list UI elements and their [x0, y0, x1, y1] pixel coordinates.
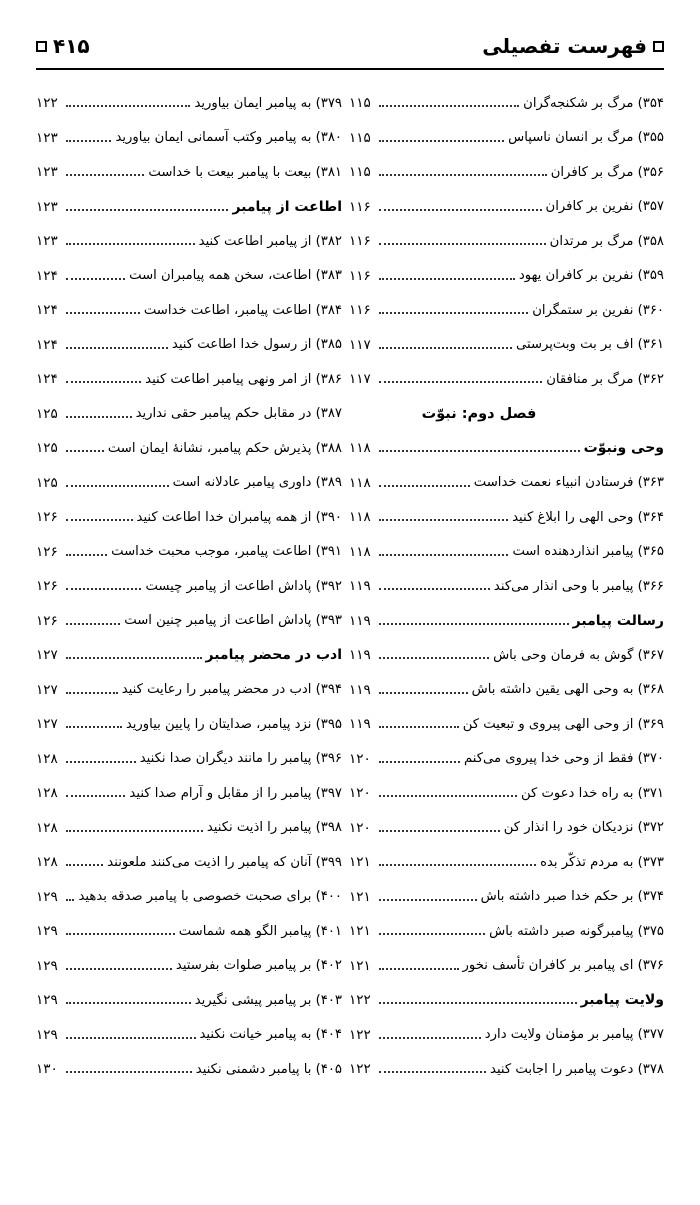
dot-leader — [379, 899, 477, 901]
entry-page-number: ۱۲۱ — [349, 888, 371, 905]
entry-page-number: ۱۲۵ — [36, 474, 58, 491]
entry-title: ۳۵۷) نفرین بر کافران — [545, 199, 664, 215]
dot-leader — [66, 519, 133, 521]
dot-leader — [66, 1071, 192, 1073]
toc-entry — [36, 328, 342, 363]
toc-entry — [36, 880, 342, 915]
entry-page-number: ۱۲۹ — [36, 957, 58, 974]
toc-entry — [349, 190, 664, 225]
entry-title: ۳۸۶) از امر ونهی پیامبر اطاعت کنید — [145, 371, 342, 387]
section-heading: وحی ونبوّت — [583, 440, 664, 457]
dot-leader — [379, 450, 580, 452]
section-heading: ولایت پیامبر — [580, 992, 664, 1009]
entry-title: ۴۰۳) بر پیامبر پیشی نگیرید — [194, 992, 342, 1008]
dot-leader — [379, 761, 460, 763]
entry-title: ۳۷۷) پیامبر بر مؤمنان ولایت دارد — [484, 1027, 664, 1043]
entry-title: ۳۷۵) پیامبرگونه صبر داشته باش — [489, 923, 664, 939]
toc-entry — [36, 914, 342, 949]
entry-page-number: ۱۲۳ — [36, 233, 58, 250]
toc-entry — [36, 259, 342, 294]
toc-entry — [36, 638, 342, 673]
dot-leader — [66, 726, 122, 728]
entry-page-number: ۱۱۹ — [349, 716, 371, 733]
entry-page-number: ۱۲۷ — [36, 716, 58, 733]
dot-leader — [379, 1002, 577, 1004]
entry-page-number: ۱۱۸ — [349, 440, 371, 457]
entry-title: ۳۵۵) مرگ بر انسان ناسپاس — [508, 130, 664, 146]
entry-title: ۳۷۱) به راه خدا دعوت کن — [520, 785, 664, 801]
entry-page-number: ۱۱۸ — [349, 474, 371, 491]
entry-page-number: ۱۲۰ — [349, 785, 371, 802]
entry-page-number: ۱۲۰ — [349, 750, 371, 767]
dot-leader — [66, 968, 172, 970]
entry-page-number: ۱۲۶ — [36, 612, 58, 629]
dot-leader — [379, 105, 519, 107]
dot-leader — [66, 416, 132, 418]
dot-leader — [66, 1002, 191, 1004]
toc-entry — [36, 190, 342, 225]
entry-page-number: ۱۲۶ — [36, 543, 58, 560]
dot-leader — [379, 243, 546, 245]
entry-title: ۳۸۵) از رسول خدا اطاعت کنید — [171, 337, 342, 353]
dot-leader — [379, 657, 489, 659]
toc-entry — [349, 983, 664, 1018]
header-title-group — [482, 34, 664, 58]
entry-title: ۳۶۹) از وحی الهی پیروی و تبعیت کن — [462, 716, 664, 732]
dot-leader — [66, 554, 107, 556]
entry-title: ۳۹۱) اطاعت پیامبر، موجب محبت خداست — [111, 544, 342, 560]
dot-leader — [379, 588, 490, 590]
entry-page-number: ۱۲۳ — [36, 198, 58, 215]
entry-title: ۳۷۸) دعوت پیامبر را اجابت کنید — [490, 1061, 664, 1077]
entry-page-number: ۱۲۹ — [36, 888, 58, 905]
toc-entry — [36, 155, 342, 190]
entry-page-number: ۱۱۶ — [349, 267, 371, 284]
entry-title: ۳۵۸) مرگ بر مرتدان — [549, 233, 664, 249]
dot-leader — [66, 830, 203, 832]
entry-page-number: ۱۲۸ — [36, 785, 58, 802]
toc-entry — [349, 328, 664, 363]
toc-entry — [36, 845, 342, 880]
entry-page-number: ۱۲۷ — [36, 681, 58, 698]
toc-entry — [349, 259, 664, 294]
entry-title: ۳۶۱) اف بر بت وبت‌پرستی — [515, 337, 664, 353]
toc-entry — [349, 604, 664, 639]
entry-page-number: ۱۲۹ — [36, 1026, 58, 1043]
entry-page-number: ۱۲۲ — [36, 95, 58, 112]
toc-entry — [36, 673, 342, 708]
toc-entry — [349, 569, 664, 604]
dot-leader — [379, 519, 508, 521]
toc-column-left — [36, 86, 342, 1087]
entry-page-number: ۱۱۹ — [349, 681, 371, 698]
entry-page-number: ۱۱۵ — [349, 129, 371, 146]
dot-leader — [66, 588, 141, 590]
toc-entry — [36, 811, 342, 846]
entry-title: ۴۰۴) به پیامبر خیانت نکنید — [199, 1027, 342, 1043]
dot-leader — [379, 278, 515, 280]
dot-leader — [66, 657, 202, 659]
dot-leader — [66, 795, 125, 797]
entry-title: ۳۸۰) به پیامبر وکتب آسمانی ایمان بیاورید — [115, 130, 342, 146]
dot-leader — [379, 485, 470, 487]
entry-title: ۳۵۶) مرگ بر کافران — [550, 164, 664, 180]
dot-leader — [379, 312, 528, 314]
entry-title: ۳۷۹) به پیامبر ایمان بیاورید — [194, 95, 342, 111]
entry-title: ۳۹۳) پاداش اطاعت از پیامبر چنین است — [124, 613, 342, 629]
entry-title: ۳۸۷) در مقابل حکم پیامبر حقی ندارید — [135, 406, 342, 422]
dot-leader — [379, 140, 504, 142]
toc-entry — [36, 983, 342, 1018]
toc-entry — [36, 1018, 342, 1053]
entry-title: ۳۹۵) نزد پیامبر، صدایتان را پایین بیاورید — [125, 716, 342, 732]
entry-page-number: ۱۱۶ — [349, 198, 371, 215]
dot-leader — [66, 381, 141, 383]
entry-page-number: ۱۱۹ — [349, 647, 371, 664]
page-number: ۴۱۵ — [53, 34, 90, 58]
entry-title: ۳۹۹) آنان که پیامبر را اذیت می‌کنند ملعونند — [107, 854, 342, 870]
entry-title: ۴۰۱) پیامبر الگو همه شماست — [178, 923, 342, 939]
toc-entry — [349, 155, 664, 190]
toc-entry — [349, 707, 664, 742]
entry-page-number: ۱۲۹ — [36, 923, 58, 940]
entry-page-number: ۱۲۴ — [36, 302, 58, 319]
dot-leader — [379, 381, 542, 383]
dot-leader — [66, 899, 74, 901]
toc-entry — [349, 742, 664, 777]
dot-leader — [66, 209, 228, 211]
dot-leader — [66, 1037, 196, 1039]
entry-page-number: ۱۲۴ — [36, 336, 58, 353]
toc-entry — [349, 638, 664, 673]
entry-title: ۳۷۳) به مردم تذکّر بده — [540, 854, 664, 870]
dot-leader — [66, 623, 120, 625]
section-heading: ادب در محضر پیامبر — [205, 647, 342, 664]
toc-entry — [349, 466, 664, 501]
dot-leader — [66, 864, 103, 866]
entry-page-number: ۱۱۸ — [349, 543, 371, 560]
entry-title: ۳۹۶) پیامبر را مانند دیگران صدا نکنید — [139, 751, 342, 767]
section-heading: رسالت پیامبر — [572, 612, 664, 629]
dot-leader — [66, 243, 195, 245]
entry-page-number: ۱۱۶ — [349, 233, 371, 250]
dot-leader — [379, 209, 542, 211]
entry-page-number: ۱۲۳ — [36, 164, 58, 181]
toc-entry — [349, 845, 664, 880]
toc-entry — [349, 500, 664, 535]
dot-leader — [66, 485, 169, 487]
entry-title: ۴۰۵) با پیامبر دشمنی نکنید — [195, 1061, 342, 1077]
page-header — [36, 28, 664, 68]
entry-page-number: ۱۳۰ — [36, 1061, 58, 1078]
entry-page-number: ۱۲۸ — [36, 750, 58, 767]
toc-entry — [349, 431, 664, 466]
toc-entry — [36, 431, 342, 466]
toc-entry — [36, 397, 342, 432]
dot-leader — [66, 140, 111, 142]
toc-entry — [349, 362, 664, 397]
dot-leader — [66, 692, 118, 694]
toc-entry — [349, 224, 664, 259]
entry-page-number: ۱۱۹ — [349, 612, 371, 629]
entry-title: ۴۰۲) بر پیامبر صلوات بفرستید — [175, 958, 342, 974]
entry-page-number: ۱۱۷ — [349, 336, 371, 353]
entry-page-number: ۱۲۹ — [36, 992, 58, 1009]
entry-page-number: ۱۱۵ — [349, 95, 371, 112]
entry-page-number: ۱۲۶ — [36, 578, 58, 595]
entry-page-number: ۱۲۰ — [349, 819, 371, 836]
toc-entry — [36, 86, 342, 121]
dot-leader — [66, 174, 144, 176]
toc-entry — [349, 949, 664, 984]
entry-title: ۳۷۲) نزدیکان خود را انذار کن — [503, 820, 664, 836]
toc-entry — [36, 535, 342, 570]
toc-entry — [349, 811, 664, 846]
entry-page-number: ۱۲۱ — [349, 957, 371, 974]
entry-page-number: ۱۱۸ — [349, 509, 371, 526]
entry-title: ۴۰۰) برای صحبت خصوصی با پیامبر صدقه بدهید — [78, 889, 342, 905]
dot-leader — [379, 1037, 481, 1039]
toc-entry — [349, 776, 664, 811]
dot-leader — [66, 312, 140, 314]
toc-entry — [36, 776, 342, 811]
entry-page-number: ۱۲۸ — [36, 854, 58, 871]
entry-title: ۳۶۸) به وحی الهی یقین داشته باش — [471, 682, 664, 698]
dot-leader — [379, 968, 459, 970]
entry-page-number: ۱۲۱ — [349, 923, 371, 940]
entry-title: ۳۶۰) نفرین بر ستمگران — [532, 302, 664, 318]
header-divider — [36, 68, 664, 70]
toc-entry — [349, 86, 664, 121]
dot-leader — [66, 450, 104, 452]
entry-title: ۳۷۰) فقط از وحی خدا پیروی می‌کنم — [463, 751, 664, 767]
dot-leader — [379, 554, 508, 556]
toc-entry — [36, 121, 342, 156]
toc-entry — [36, 569, 342, 604]
entry-page-number: ۱۱۶ — [349, 302, 371, 319]
entry-title: ۳۸۲) از پیامبر اطاعت کنید — [198, 233, 342, 249]
toc-entry — [349, 293, 664, 328]
entry-title: ۳۶۴) وحی الهی را ابلاغ کنید — [512, 509, 664, 525]
dot-leader — [379, 830, 500, 832]
entry-title: ۳۷۶) ای پیامبر بر کافران تأسف نخور — [462, 958, 664, 974]
dot-leader — [379, 933, 485, 935]
toc-entry — [349, 535, 664, 570]
dot-leader — [379, 174, 547, 176]
toc-entry — [36, 466, 342, 501]
entry-page-number: ۱۱۷ — [349, 371, 371, 388]
entry-page-number: ۱۲۵ — [36, 405, 58, 422]
entry-title: ۳۹۷) پیامبر را از مقابل و آرام صدا کنید — [129, 785, 342, 801]
dot-leader — [66, 105, 190, 107]
entry-title: ۳۵۴) مرگ بر شکنجه‌گران — [523, 95, 664, 111]
entry-page-number: ۱۲۲ — [349, 1026, 371, 1043]
toc-entry — [36, 293, 342, 328]
entry-page-number: ۱۲۴ — [36, 267, 58, 284]
entry-page-number: ۱۲۵ — [36, 440, 58, 457]
entry-page-number: ۱۲۱ — [349, 854, 371, 871]
entry-title: ۳۹۲) پاداش اطاعت از پیامبر چیست — [145, 578, 342, 594]
entry-page-number: ۱۲۲ — [349, 1061, 371, 1078]
entry-title: ۳۸۸) پذیرش حکم پیامبر، نشانهٔ ایمان است — [107, 440, 342, 456]
entry-page-number: ۱۱۵ — [349, 164, 371, 181]
entry-page-number: ۱۱۹ — [349, 578, 371, 595]
dot-leader — [66, 761, 136, 763]
entry-title: ۳۸۱) بیعت با پیامبر بیعت با خداست — [148, 164, 342, 180]
toc-entry — [36, 604, 342, 639]
entry-title: ۳۹۴) ادب در محضر پیامبر را رعایت کنید — [121, 682, 342, 698]
dot-leader — [66, 933, 175, 935]
toc-entry — [36, 224, 342, 259]
dot-leader — [379, 692, 468, 694]
entry-title: ۳۷۴) بر حکم خدا صبر داشته باش — [480, 889, 664, 905]
entry-title: ۳۵۹) نفرین بر کافران یهود — [518, 268, 664, 284]
entry-page-number: ۱۲۴ — [36, 371, 58, 388]
toc-entry — [349, 1018, 664, 1053]
dot-leader — [379, 623, 569, 625]
section-heading: اطاعت از پیامبر — [232, 198, 342, 215]
header-page-group — [36, 34, 90, 58]
entry-title: ۳۸۳) اطاعت، سخن همه پیامبران است — [129, 268, 342, 284]
toc-entry — [36, 500, 342, 535]
toc-entry — [349, 397, 664, 432]
toc-entry — [349, 1052, 664, 1087]
entry-title: ۳۸۴) اطاعت پیامبر، اطاعت خداست — [143, 302, 342, 318]
entry-page-number: ۱۲۲ — [349, 992, 371, 1009]
dot-leader — [379, 1071, 486, 1073]
toc-column-right — [349, 86, 664, 1087]
toc-entry — [349, 673, 664, 708]
entry-title: ۳۹۰) از همه پیامبران خدا اطاعت کنید — [136, 509, 342, 525]
entry-title: ۳۶۵) پیامبر انذاردهنده است — [512, 544, 664, 560]
toc-entry — [36, 742, 342, 777]
entry-page-number: ۱۲۳ — [36, 129, 58, 146]
toc-entry — [349, 914, 664, 949]
dot-leader — [379, 864, 536, 866]
dot-leader — [66, 347, 168, 349]
square-bullet-icon — [36, 41, 47, 52]
toc-entry — [36, 949, 342, 984]
square-bullet-icon — [653, 41, 664, 52]
entry-page-number: ۱۲۸ — [36, 819, 58, 836]
page-title: فهرست تفصیلی — [482, 34, 647, 58]
toc-entry — [36, 707, 342, 742]
chapter-title: فصل دوم: نبوّت — [421, 405, 537, 422]
toc-entry — [349, 121, 664, 156]
entry-title: ۳۶۳) فرستادن انبیاء نعمت خداست — [473, 475, 664, 491]
entry-title: ۳۶۶) پیامبر با وحی انذار می‌کند — [493, 578, 664, 594]
dot-leader — [379, 726, 459, 728]
toc-entry — [36, 362, 342, 397]
entry-page-number: ۱۲۶ — [36, 509, 58, 526]
entry-title: ۳۶۲) مرگ بر منافقان — [546, 371, 664, 387]
entry-title: ۳۹۸) پیامبر را اذیت نکنید — [206, 820, 342, 836]
entry-title: ۳۶۷) گوش به فرمان وحی باش — [493, 647, 664, 663]
dot-leader — [379, 347, 512, 349]
toc-entry — [36, 1052, 342, 1087]
entry-title: ۳۸۹) داوری پیامبر عادلانه است — [172, 475, 342, 491]
dot-leader — [66, 278, 125, 280]
entry-page-number: ۱۲۷ — [36, 647, 58, 664]
dot-leader — [379, 795, 517, 797]
toc-entry — [349, 880, 664, 915]
